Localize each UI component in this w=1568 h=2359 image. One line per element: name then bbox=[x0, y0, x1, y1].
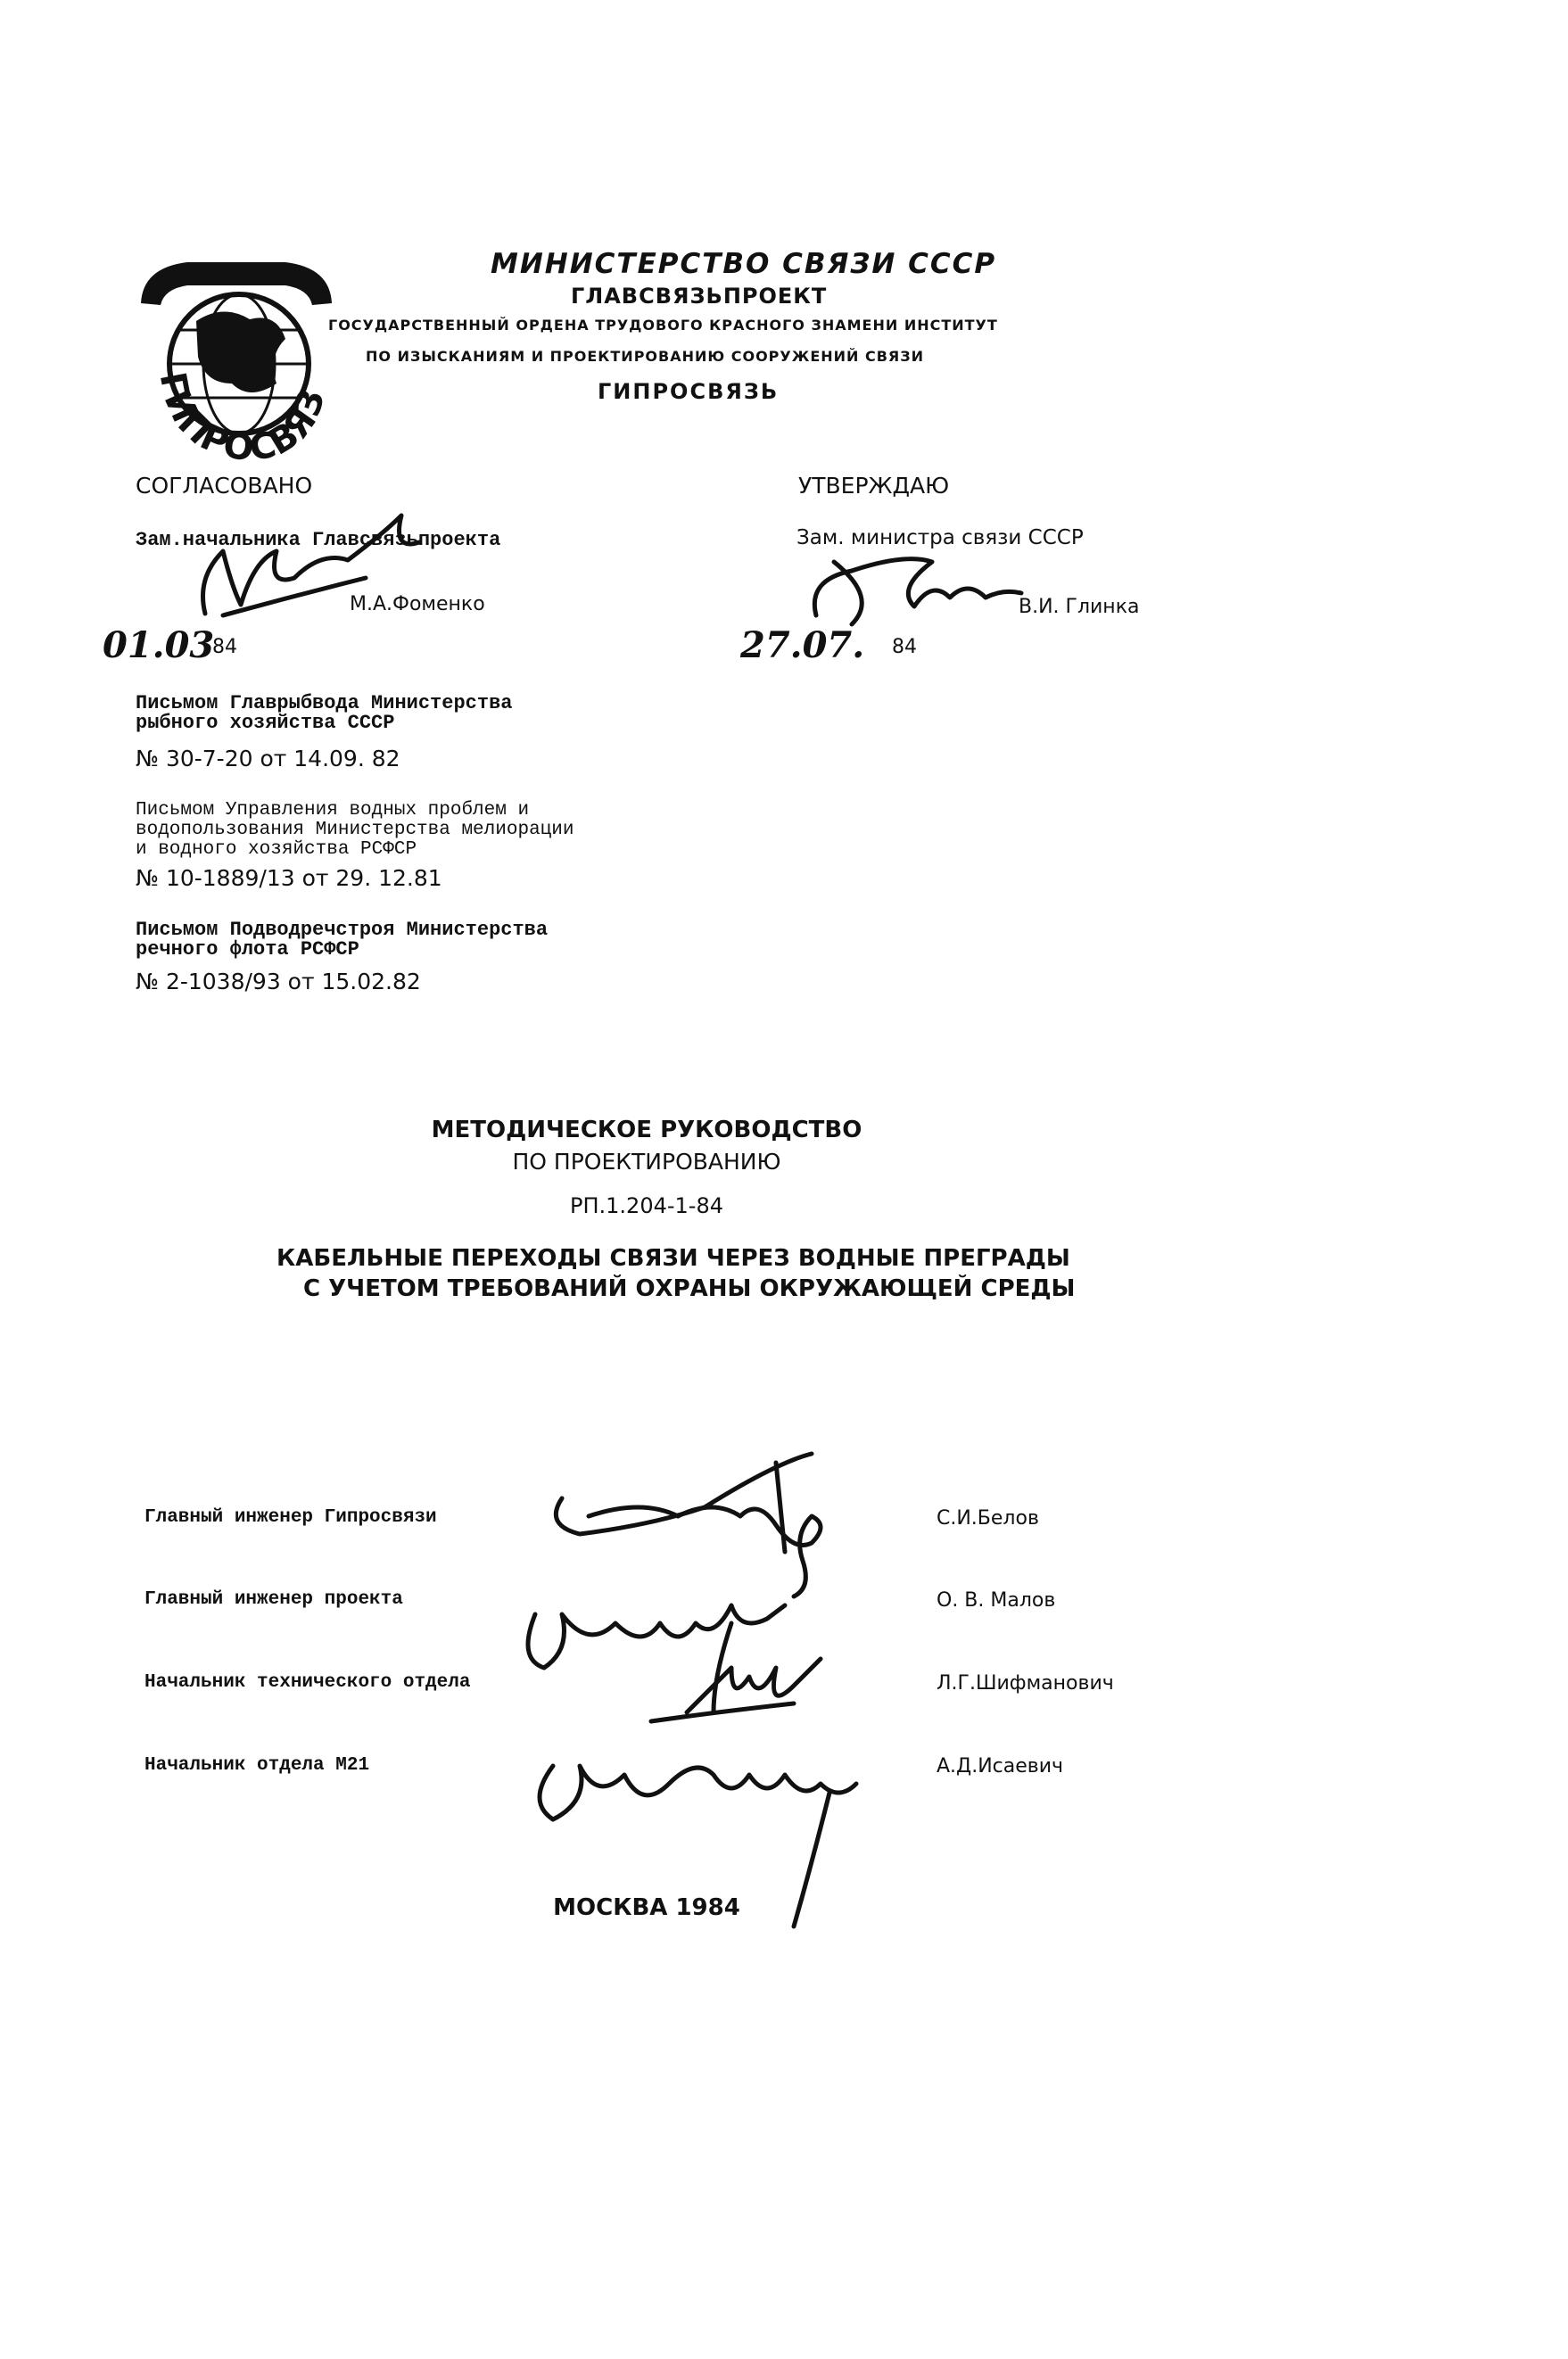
ministry-name: МИНИСТЕРСТВО СВЯЗИ СССР bbox=[491, 248, 997, 280]
approval-right-name: В.И. Глинка bbox=[1019, 596, 1140, 618]
letter-1-line-2: рыбного хозяйства СССР bbox=[136, 712, 395, 734]
department-name: ГЛАВСВЯЗЬПРОЕКТ bbox=[571, 284, 828, 309]
signatory-3-role: Начальник технического отдела bbox=[144, 1672, 471, 1693]
letter-2-line-1: Письмом Управления водных проблем и bbox=[136, 800, 530, 821]
institute-line-1: ГОСУДАРСТВЕННЫЙ ОРДЕНА ТРУДОВОГО КРАСНОГО ЗНАМЕНИ ИНСТИТУТ bbox=[328, 317, 998, 334]
letter-2-line-2: водопользования Министерства мелиорации bbox=[136, 820, 574, 840]
signatory-1-name: С.И.Белов bbox=[937, 1507, 1039, 1530]
signatory-1-role: Главный инженер Гипросвязи bbox=[144, 1507, 437, 1528]
signatory-2-role: Главный инженер проекта bbox=[144, 1589, 403, 1610]
signatory-3-name: Л.Г.Шифманович bbox=[937, 1672, 1114, 1695]
signatory-2-name: О. В. Малов bbox=[937, 1589, 1056, 1612]
document-subject-line-2: С УЧЕТОМ ТРЕБОВАНИЙ ОХРАНЫ ОКРУЖАЮЩЕЙ СРЕДЫ bbox=[303, 1275, 1076, 1302]
approval-right-position: Зам. министра связи СССР bbox=[796, 526, 1084, 549]
approval-left-name: М.А.Фоменко bbox=[350, 593, 485, 615]
letter-3-ref: № 2-1038/93 от 15.02.82 bbox=[136, 969, 421, 994]
letter-3-line-2: речного флота РСФСР bbox=[136, 938, 359, 961]
document-code: РП.1.204-1-84 bbox=[570, 1193, 723, 1218]
approval-left-date-year: 84 bbox=[212, 636, 237, 658]
approval-right-date: 27.07. bbox=[740, 624, 865, 666]
document-title-line-1: МЕТОДИЧЕСКОЕ РУКОВОДСТВО bbox=[431, 1117, 862, 1143]
approval-right-date-year: 84 bbox=[892, 636, 917, 658]
letter-3-line-1: Письмом Подводречстроя Министерства bbox=[136, 919, 549, 941]
approval-left-date: 01.03 bbox=[103, 624, 215, 666]
letter-2-line-3: и водного хозяйства РСФСР bbox=[136, 839, 417, 860]
letter-2-ref: № 10-1889/13 от 29. 12.81 bbox=[136, 865, 442, 891]
institute-short-name: ГИПРОСВЯЗЬ bbox=[598, 379, 780, 404]
document-title-line-2: ПО ПРОЕКТИРОВАНИЮ bbox=[512, 1149, 781, 1175]
footer-place-year: МОСКВА 1984 bbox=[553, 1894, 740, 1921]
institute-line-2: ПО ИЗЫСКАНИЯМ И ПРОЕКТИРОВАНИЮ СООРУЖЕНИЙ СВЯЗИ bbox=[366, 348, 925, 365]
institute-logo bbox=[134, 250, 339, 482]
letter-1-ref: № 30-7-20 от 14.09. 82 bbox=[136, 746, 400, 771]
logo-text: ГИПРОСВЯЗ bbox=[151, 368, 334, 470]
letter-1-line-1: Письмом Главрыбвода Министерства bbox=[136, 692, 513, 714]
document-subject-line-1: КАБЕЛЬНЫЕ ПЕРЕХОДЫ СВЯЗИ ЧЕРЕЗ ВОДНЫЕ ПРЕГРАДЫ bbox=[276, 1245, 1070, 1272]
signatory-4-role: Начальник отдела М21 bbox=[144, 1755, 370, 1776]
approval-left-heading: СОГЛАСОВАНО bbox=[136, 473, 313, 499]
globe-logo-icon bbox=[134, 250, 339, 482]
approval-left-position: Зам.начальника Главсвязьпроекта bbox=[136, 529, 501, 551]
signatory-4-name: А.Д.Исаевич bbox=[937, 1755, 1064, 1777]
approval-right-heading: УТВЕРЖДАЮ bbox=[798, 473, 950, 499]
signatures-block-icon bbox=[508, 1445, 901, 1944]
signature-glinka-icon bbox=[798, 544, 1030, 633]
